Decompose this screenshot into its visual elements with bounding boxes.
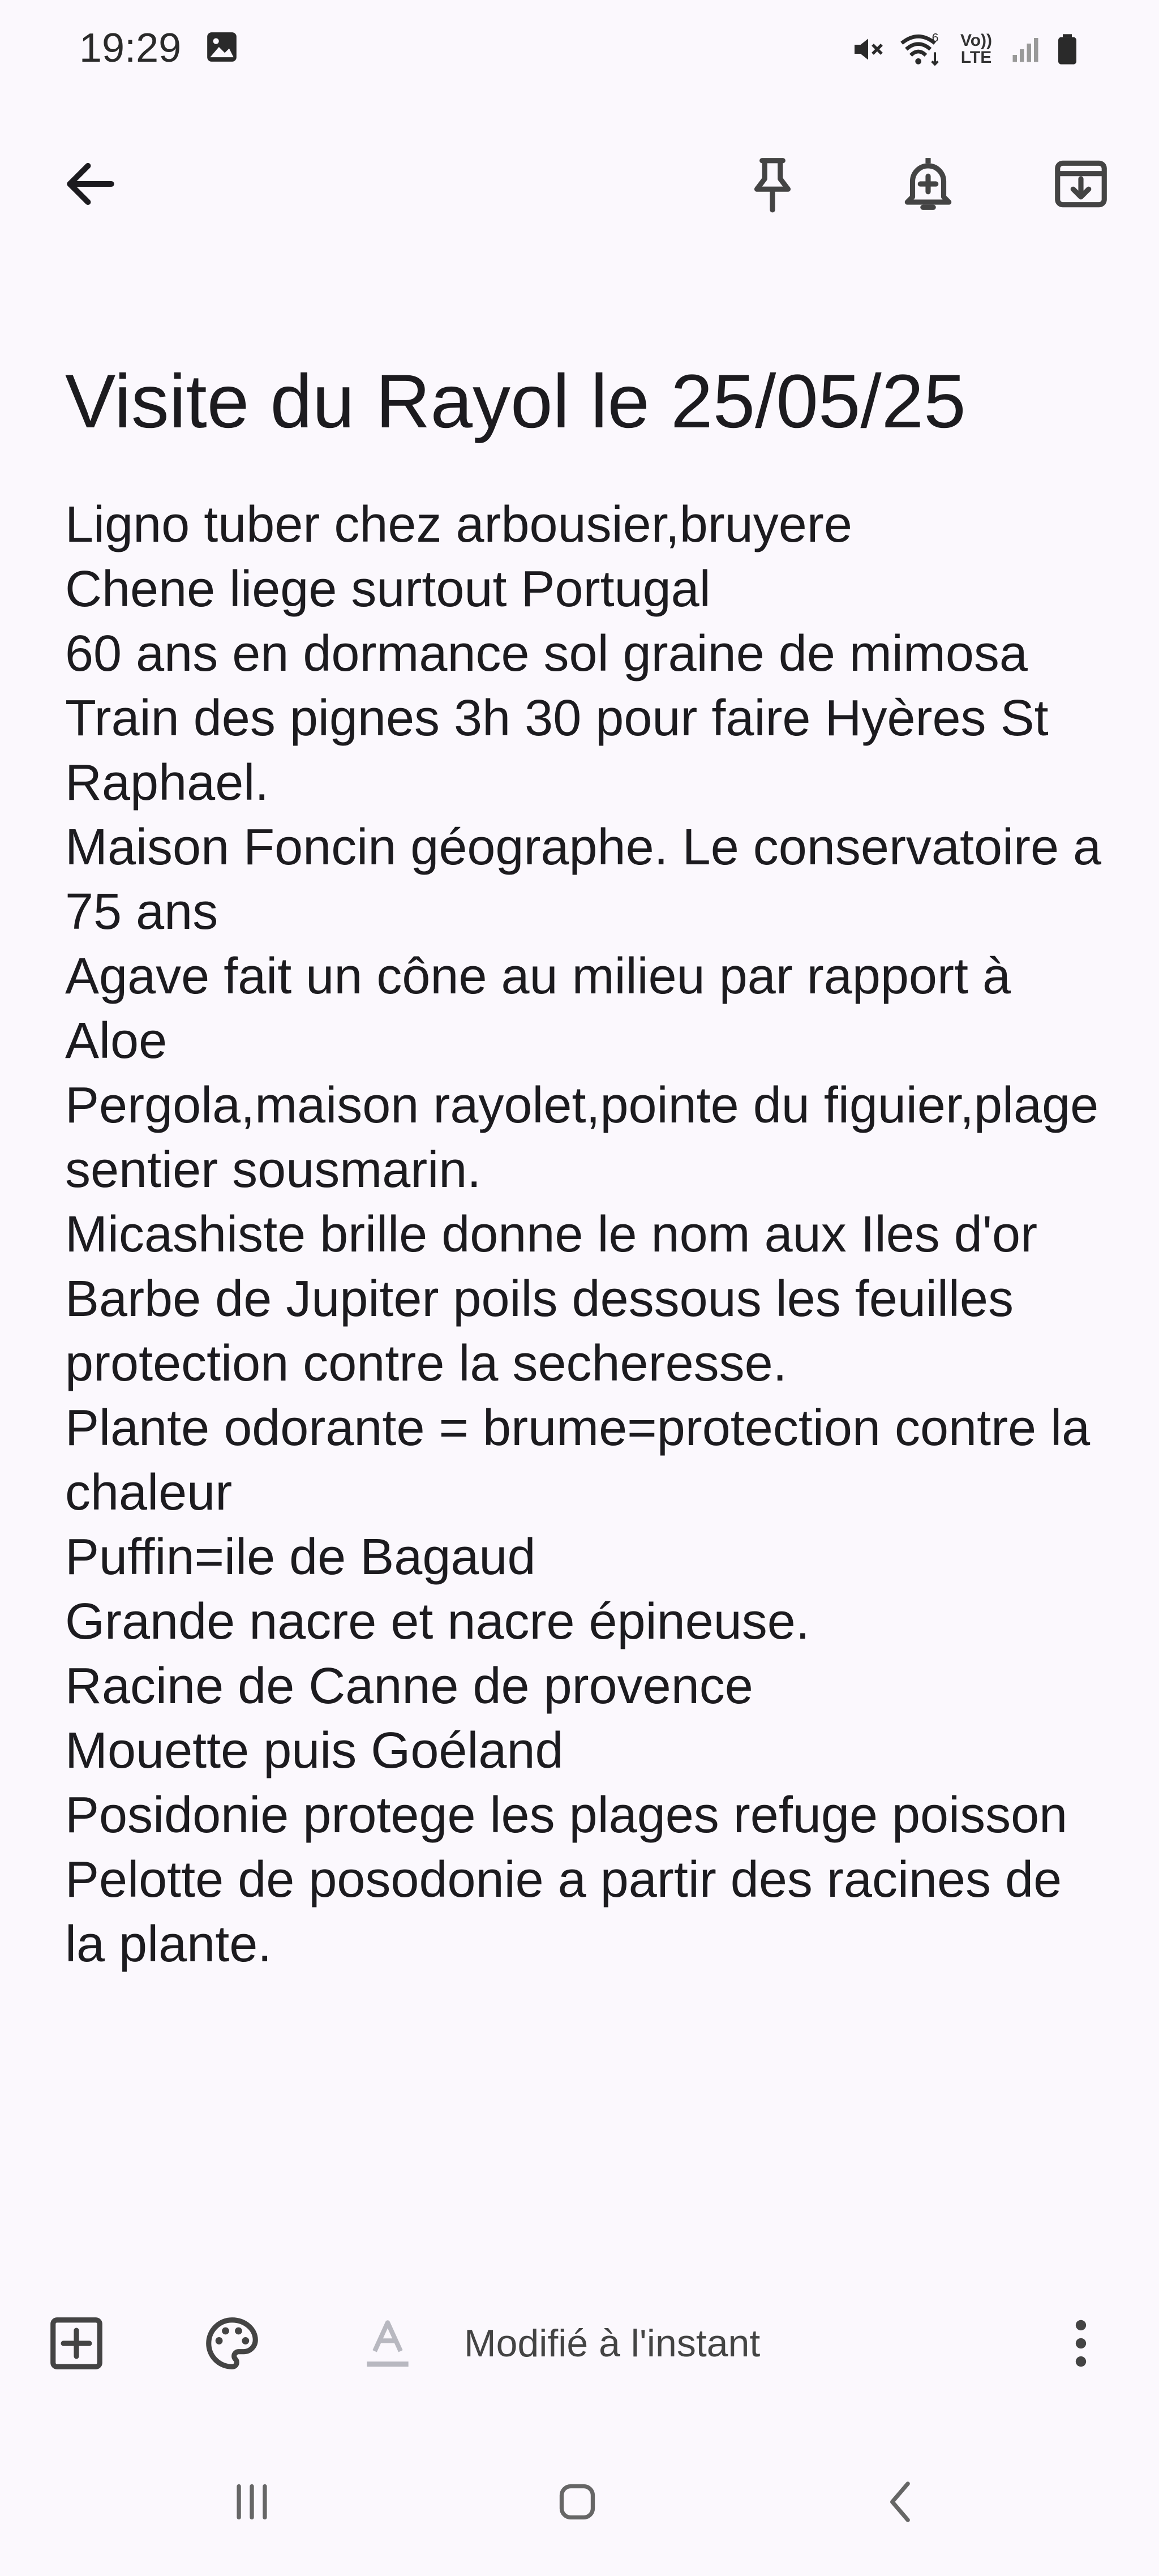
note-line: Mouette puis Goéland (65, 1722, 564, 1779)
add-button[interactable] (34, 2301, 119, 2386)
system-nav-bar (0, 2451, 1159, 2553)
more-options-button[interactable] (1038, 2301, 1123, 2386)
home-icon (546, 2471, 608, 2533)
recent-apps-button[interactable] (209, 2459, 294, 2544)
pin-icon (741, 153, 804, 215)
reminder-button[interactable] (886, 142, 971, 226)
status-time: 19:29 (79, 25, 182, 71)
volte-icon: Vo)) LTE (960, 31, 993, 67)
recent-apps-icon (221, 2471, 283, 2533)
edited-status: Modifié à l'instant (464, 2322, 761, 2365)
palette-icon (201, 2312, 263, 2374)
note-line: la plante. (65, 1916, 272, 1973)
gallery-icon (204, 29, 240, 65)
add-box-icon (45, 2312, 108, 2374)
note-line: Agave fait un cône au milieu par rapport à (65, 948, 1011, 1005)
more-vert-icon (1050, 2312, 1112, 2374)
wifi-icon (899, 31, 944, 67)
nav-back-button[interactable] (860, 2459, 945, 2544)
note-line: Chene liege surtout Portugal (65, 561, 711, 618)
note-title[interactable]: Visite du Rayol le 25/05/25 (65, 359, 966, 444)
note-line: Barbe de Jupiter poils dessous les feuilles (65, 1271, 1014, 1327)
back-button[interactable] (48, 142, 133, 226)
note-line: Raphael. (65, 755, 269, 811)
note-line: 60 ans en dormance sol graine de mimosa (65, 625, 1028, 682)
status-bar (0, 0, 1159, 91)
add-alert-icon (897, 153, 959, 215)
palette-button[interactable] (190, 2301, 274, 2386)
note-line: Puffin=ile de Bagaud (65, 1529, 536, 1585)
text-format-icon (357, 2312, 419, 2374)
note-line: Micashiste brille donne le nom aux Iles d'or (65, 1206, 1038, 1263)
mute-icon (850, 31, 886, 67)
archive-button[interactable] (1038, 142, 1123, 226)
arrow-back-icon (59, 153, 122, 215)
status-icons (850, 24, 1080, 75)
home-button[interactable] (535, 2459, 620, 2544)
note-line: Grande nacre et nacre épineuse. (65, 1593, 810, 1650)
note-line: Ligno tuber chez arbousier,bruyere (65, 496, 852, 553)
nav-back-icon (872, 2471, 934, 2533)
note-line: Posidonie protege les plages refuge poisson (65, 1787, 1068, 1844)
note-line: Aloe (65, 1013, 168, 1069)
text-format-button[interactable] (345, 2301, 430, 2386)
top-app-bar (0, 130, 1159, 238)
archive-icon (1050, 153, 1112, 215)
battery-icon (1055, 31, 1080, 67)
pin-button[interactable] (730, 142, 815, 226)
note-line: Maison Foncin géographe. Le conservatoire a (65, 819, 1102, 876)
note-line: protection contre la secheresse. (65, 1335, 787, 1392)
signal-icon (1008, 31, 1042, 67)
note-line: sentier sousmarin. (65, 1142, 482, 1198)
note-line: Pergola,maison rayolet,pointe du figuier,plage (65, 1077, 1099, 1134)
note-line: chaleur (65, 1464, 233, 1521)
bottom-toolbar (0, 2298, 1159, 2389)
note-body[interactable] (65, 492, 1135, 1977)
note-line: Racine de Canne de provence (65, 1658, 753, 1715)
wifi-badge: 6 (932, 31, 939, 45)
note-line: Train des pignes 3h 30 pour faire Hyères St (65, 690, 1049, 747)
note-line: Pelotte de posodonie a partir des racines de (65, 1851, 1062, 1908)
note-line: 75 ans (65, 884, 218, 940)
note-line: Plante odorante = brume=protection contre la (65, 1400, 1091, 1456)
